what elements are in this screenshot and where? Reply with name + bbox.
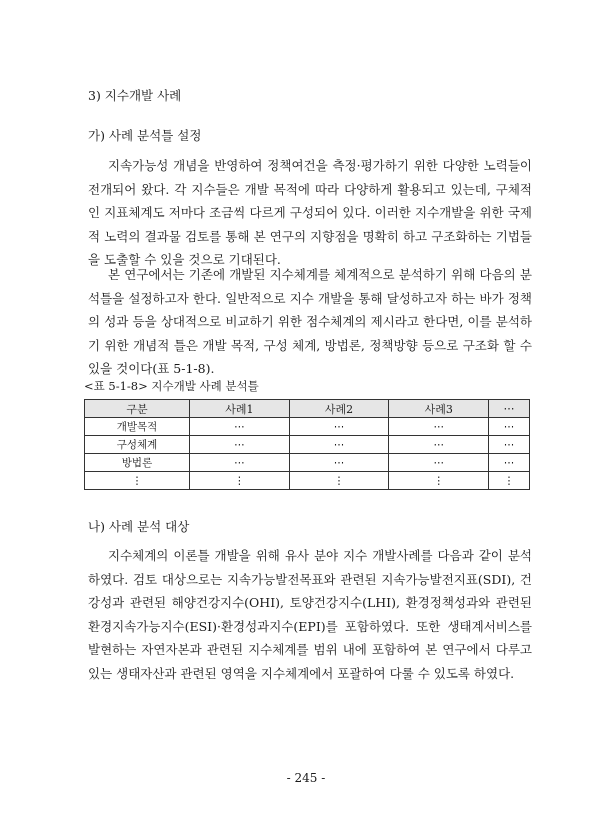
- table-cell: ⋯: [389, 418, 489, 436]
- table-row: [85, 472, 530, 490]
- page-number: - 245 -: [286, 771, 326, 785]
- table-row: [85, 454, 530, 472]
- table-cell: ⋯: [190, 436, 290, 454]
- paragraph-3: 지수체계의 이론틀 개발을 위해 유사 분야 지수 개발사례를 다음과 같이 분석하였다. 검토 대상으로는 지속가능발전목표와 관련된 지속가능발전지표(SDI), 건강성과 관련된 해양건강지수(OHI), 토양건강지수(LHI), 환경정책성과와 관련된 환경지속가능지수(ESI)·환경성과지수(EPI)를 포함하였다. 또한 생태계서비스를 발현하는 자연자본과 관련된 지수체계를 범위 내에 포함하여 본 연구에서 다루고 있는 생태자산과 관련된 영역을 지수체계에서 포괄하여 다룰 수 있도록 하였다.: [88, 548, 532, 681]
- table-cell: ⋮: [289, 472, 389, 490]
- table-cell: ⋯: [289, 436, 389, 454]
- table-cell: ⋯: [489, 454, 530, 472]
- section-heading: 3) 지수개발 사례: [88, 88, 182, 103]
- table-cell: ⋯: [389, 436, 489, 454]
- analysis-framework-table: [84, 399, 530, 490]
- table-cell: ⋯: [389, 454, 489, 472]
- table-row: [85, 436, 530, 454]
- table-row-label: 구성체계: [85, 436, 190, 454]
- table-header-cell: 사례1: [190, 400, 290, 418]
- table-cell: ⋯: [289, 454, 389, 472]
- table-header-row: [85, 400, 530, 418]
- table-row: [85, 418, 530, 436]
- table-header-cell: 사례3: [389, 400, 489, 418]
- table-cell: ⋯: [190, 418, 290, 436]
- table-cell: ⋮: [190, 472, 290, 490]
- table-header-cell: 구분: [85, 400, 190, 418]
- table-cell: ⋯: [289, 418, 389, 436]
- table-header-cell: ⋯: [489, 400, 530, 418]
- table-header-cell: 사례2: [289, 400, 389, 418]
- table-cell: ⋮: [489, 472, 530, 490]
- paragraph-2: 본 연구에서는 기존에 개발된 지수체계를 체계적으로 분석하기 위해 다음의 분석틀을 설정하고자 한다. 일반적으로 지수 개발을 통해 달성하고자 하는 바가 정책의 성과 등을 상대적으로 비교하기 위한 점수체계의 제시라고 한다면, 이를 분석하기 위한 개념적 틀은 개발 목적, 구성 체계, 방법론, 정책방향 등으로 구조화 할 수 있을 것이다(표 5-1-8).: [88, 267, 532, 376]
- subsection-heading-na: 나) 사례 분석 대상: [88, 519, 190, 534]
- table-caption: <표 5-1-8> 지수개발 사례 분석틀: [84, 379, 259, 393]
- table-row-label: 방법론: [85, 454, 190, 472]
- table-cell: ⋮: [389, 472, 489, 490]
- table-cell: ⋯: [489, 418, 530, 436]
- subsection-heading-ga: 가) 사례 분석틀 설정: [88, 128, 202, 143]
- table-row-label: ⋮: [85, 472, 190, 490]
- paragraph-1: 지속가능성 개념을 반영하여 정책여건을 측정·평가하기 위한 다양한 노력들이 전개되어 왔다. 각 지수들은 개발 목적에 따라 다양하게 활용되고 있는데, 구체적인 지표체계도 저마다 조금씩 다르게 구성되어 있다. 이러한 지수개발을 위한 국제적 노력의 결과물 검토를 통해 본 연구의 지향점을 명확히 하고 구조화하는 기법들을 도출할 수 있을 것으로 기대된다.: [88, 158, 532, 267]
- table-cell: ⋯: [190, 454, 290, 472]
- table-row-label: 개발목적: [85, 418, 190, 436]
- table-cell: ⋯: [489, 436, 530, 454]
